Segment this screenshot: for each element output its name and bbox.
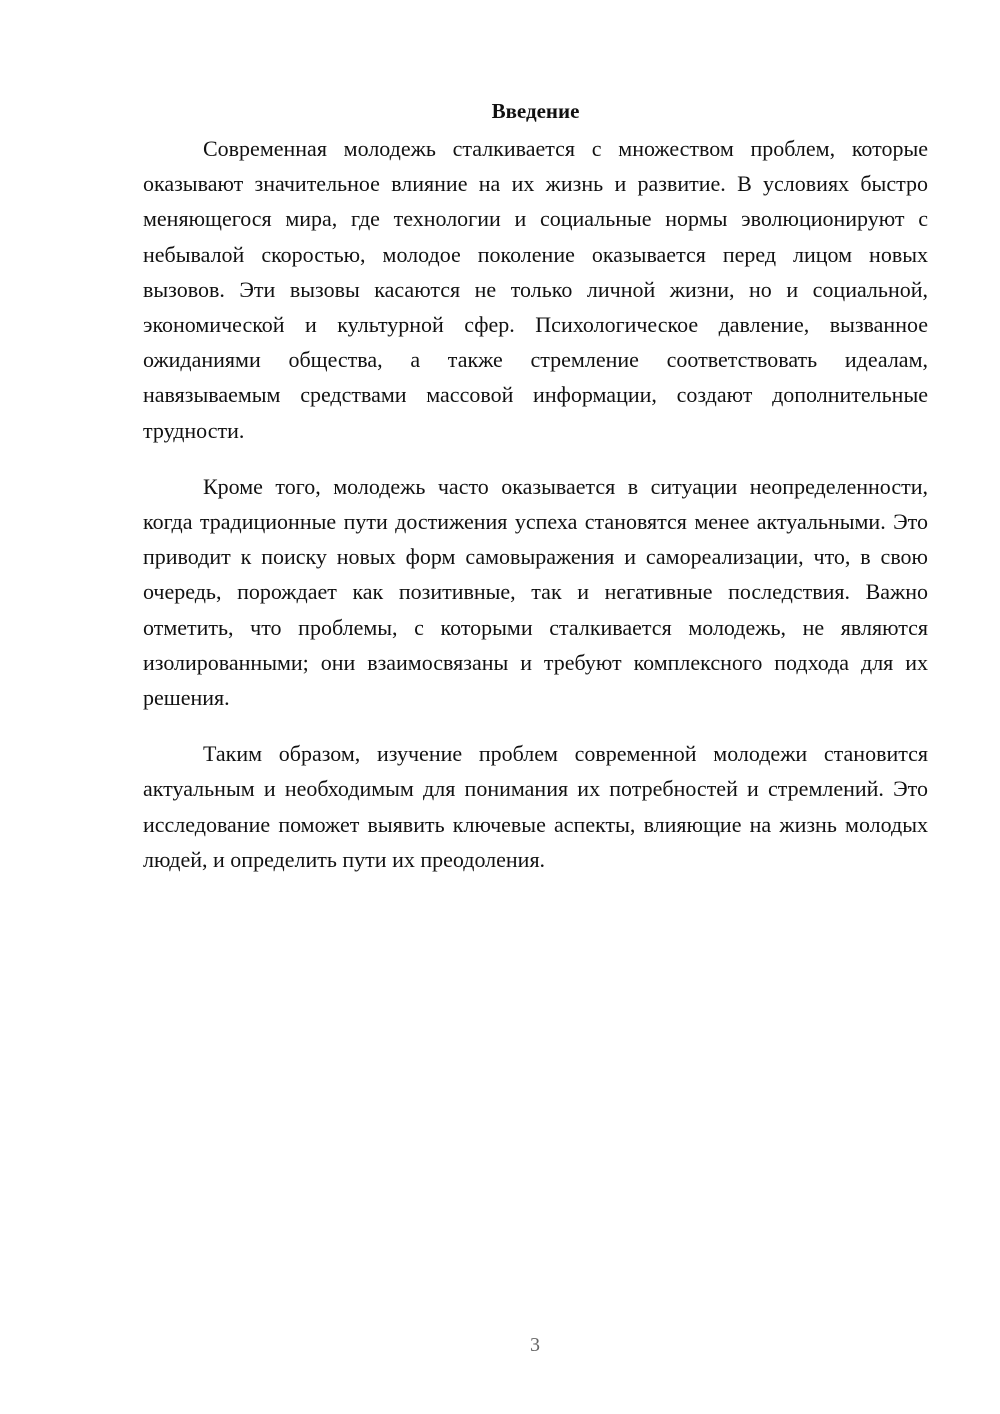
paragraph-2: Кроме того, молодежь часто оказывается в ситуации неопределенности, когда традиционные пути достижения успеха становятся менее актуальными. Это приводит к поиску новых форм самовыражения и самореализации, что, в свою очередь, порождает как позитивные, так и негативные последствия. Важно отметить, что проблемы, с которыми сталкивается молодежь, не являются изолированными; они взаимосвязаны и требуют комплексного подхода для их решения. (143, 473, 928, 711)
page-number: 3 (530, 1334, 540, 1356)
section-title: Введение (491, 99, 580, 123)
page-content (143, 96, 928, 898)
paragraph-3: Таким образом, изучение проблем современной молодежи становится актуальным и необходимым для понимания их потребностей и стремлений. Это исследование поможет выявить ключевые аспекты, влияющие на жизнь молодых людей, и определить пути их преодоления. (143, 741, 928, 872)
paragraph-1: Современная молодежь сталкивается с множеством проблем, которые оказывают значительное влияние на их жизнь и развитие. В условиях быстро меняющегося мира, где технологии и социальные нормы эволюционируют с небывалой скоростью, молодое поколение оказывается перед лицом новых вызовов. Эти вызовы касаются не только личной жизни, но и социальной, экономической и культурной сфер. Психологическое давление, вызванное ожиданиями общества, а также стремление соответствовать идеалам, навязываемым средствами массовой информации, создают дополнительные трудности. (143, 136, 928, 443)
